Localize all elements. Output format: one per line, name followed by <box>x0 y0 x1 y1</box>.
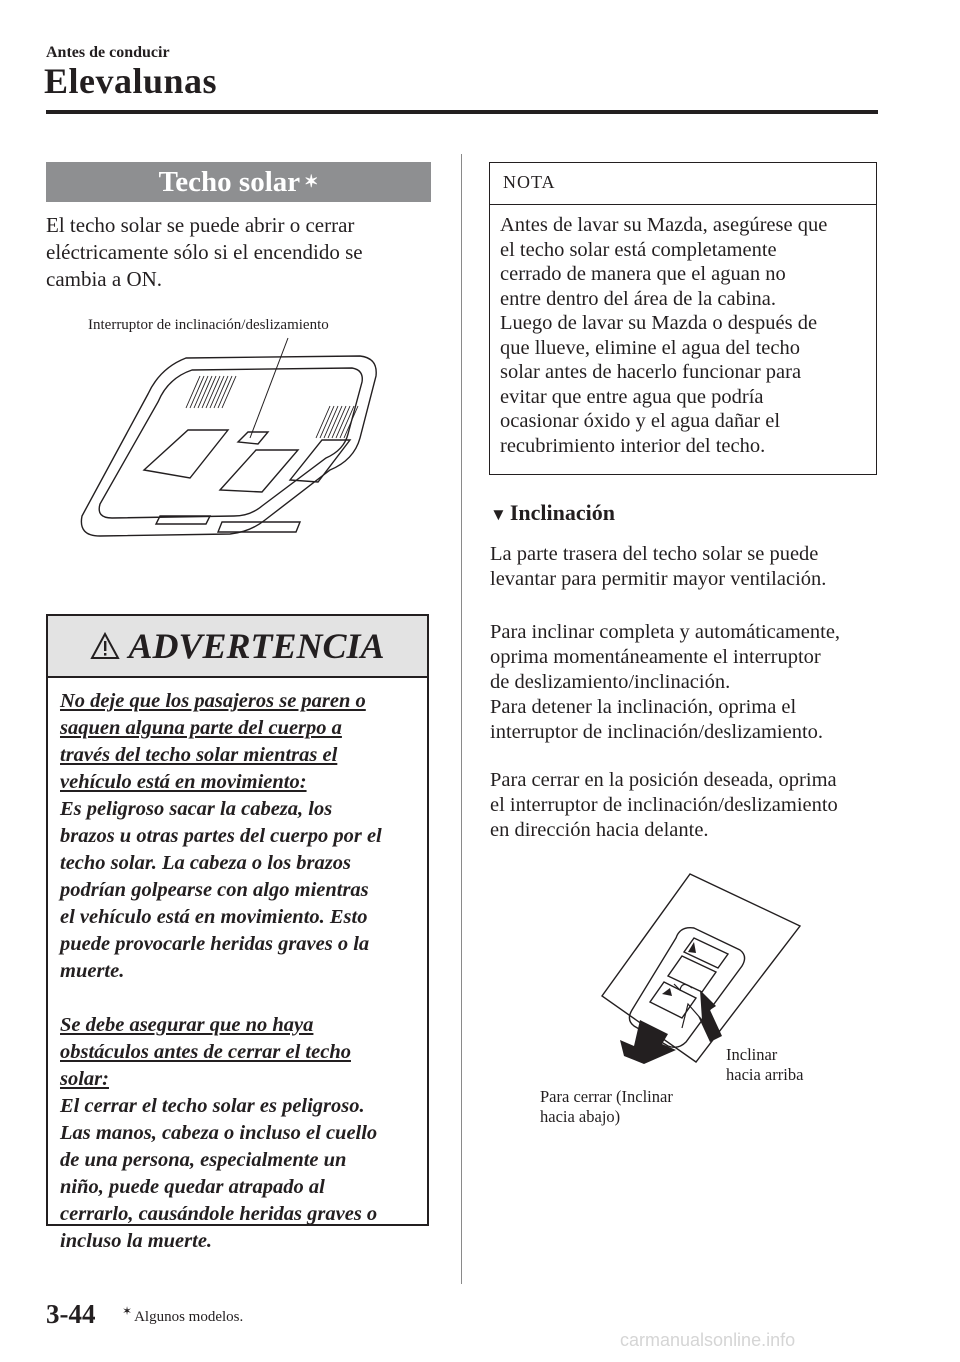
paragraph-2 <box>490 620 880 745</box>
column-divider <box>461 154 462 1284</box>
paragraph-line: el interruptor de inclinación/deslizamiento <box>490 794 838 816</box>
breadcrumb: Antes de conducir <box>46 44 170 61</box>
warning-body-line: puede provocarle heridas graves o la <box>60 933 370 955</box>
star-icon: ✶ <box>122 1304 133 1318</box>
note-rule <box>490 204 876 205</box>
warning-rule <box>48 676 427 678</box>
warning-heading-line: solar: <box>60 1068 109 1090</box>
warning-body-line: El cerrar el techo solar es peligroso. <box>60 1095 365 1117</box>
label-line: hacia arriba <box>726 1065 804 1084</box>
warning-triangle-icon <box>90 632 120 660</box>
intro-line: El techo solar se puede abrir o cerrar <box>46 213 355 237</box>
overhead-console-illustration <box>60 310 420 570</box>
paragraph-line: de deslizamiento/inclinación. <box>490 671 731 693</box>
warning-heading-line: vehículo está en movimiento: <box>60 771 307 793</box>
section-title <box>46 162 431 202</box>
warning-body-line: Es peligroso sacar la cabeza, los <box>60 798 333 820</box>
header-rule <box>46 110 878 114</box>
label-line: Para cerrar (Inclinar <box>540 1087 673 1106</box>
warning-body-line: muerte. <box>60 960 125 982</box>
paragraph-line: oprima momentáneamente el interruptor <box>490 646 821 668</box>
label-line: hacia abajo) <box>540 1107 621 1126</box>
warning-heading-line: Se debe asegurar que no haya <box>60 1014 314 1036</box>
chapter-title: Elevalunas <box>44 61 218 101</box>
intro-line: cambia a ON. <box>46 267 163 291</box>
warning-body-line: podrían golpearse con algo mientras <box>60 879 369 901</box>
note-line: entre dentro del área de la cabina. <box>500 287 777 310</box>
warning-heading-line: través del techo solar mientras el <box>60 744 338 766</box>
warning-body-line: niño, puede quedar atrapado al <box>60 1176 325 1198</box>
star-icon: ✶ <box>304 172 319 191</box>
warning-body-line: de una persona, especialmente un <box>60 1149 347 1171</box>
paragraph-3 <box>490 768 880 843</box>
warning-text <box>60 688 422 1255</box>
paragraph-line: en dirección hacia delante. <box>490 819 709 841</box>
warning-header <box>48 616 427 676</box>
warning-body-line: el vehículo está en movimiento. Esto <box>60 906 368 928</box>
figure-label-switch: Interruptor de inclinación/deslizamiento <box>88 317 329 333</box>
figure-label-tilt-up <box>726 1045 803 1085</box>
paragraph-line: interruptor de inclinación/deslizamiento. <box>490 721 824 743</box>
note-line: evitar que entre agua que podría <box>500 385 764 408</box>
triangle-marker-icon: ▼ <box>490 505 507 524</box>
footnote-text: Algunos modelos. <box>134 1309 244 1325</box>
warning-body-line: cerrarlo, causándole heridas graves o <box>60 1203 378 1225</box>
paragraph-line: Para inclinar completa y automáticamente, <box>490 621 841 643</box>
subsection-heading <box>490 500 615 526</box>
tilt-switch-illustration <box>570 870 870 1080</box>
note-line: recubrimiento interior del techo. <box>500 434 766 457</box>
paragraph-line: Para cerrar en la posición deseada, oprima <box>490 769 837 791</box>
note-line: que llueve, elimine el agua del techo <box>500 336 800 359</box>
note-line: ocasionar óxido y el agua dañar el <box>500 410 781 432</box>
section-title-text: Techo solar <box>158 165 301 198</box>
note-line: Luego de lavar su Mazda o después de <box>500 312 818 334</box>
warning-heading-line: saquen alguna parte del cuerpo a <box>60 717 342 739</box>
figure-label-tilt-down <box>540 1087 673 1127</box>
note-line: Antes de lavar su Mazda, asegúrese que <box>500 214 828 236</box>
section-intro <box>46 212 431 293</box>
warning-title: ADVERTENCIA <box>128 626 385 666</box>
intro-line: eléctricamente sólo si el encendido se <box>46 240 363 264</box>
page-number: 3-44 <box>46 1299 96 1329</box>
warning-heading-line: No deje que los pasajeros se paren o <box>60 690 366 712</box>
paragraph-line: Para detener la inclinación, oprima el <box>490 696 797 718</box>
paragraph-line: levantar para permitir mayor ventilación. <box>490 568 827 590</box>
note-line: el techo solar está completamente <box>500 238 777 261</box>
label-line: Inclinar <box>726 1045 778 1064</box>
warning-heading-line: obstáculos antes de cerrar el techo <box>60 1041 351 1063</box>
paragraph-line: La parte trasera del techo solar se puede <box>490 543 819 565</box>
note-line: solar antes de hacerlo funcionar para <box>500 361 802 383</box>
note-text <box>500 213 870 458</box>
warning-body-line: techo solar. La cabeza o los brazos <box>60 852 351 874</box>
note-title: NOTA <box>503 172 556 192</box>
warning-body-line: brazos u otras partes del cuerpo por el <box>60 825 382 847</box>
footnote <box>122 1304 243 1326</box>
paragraph-1 <box>490 542 880 592</box>
watermark-site[interactable]: carmanualsonline.info <box>620 1330 796 1350</box>
warning-body-line: Las manos, cabeza o incluso el cuello <box>60 1122 378 1144</box>
warning-body-line: incluso la muerte. <box>60 1230 213 1252</box>
subsection-heading-text: Inclinación <box>509 500 615 525</box>
note-line: cerrado de manera que el aguan no <box>500 263 786 285</box>
